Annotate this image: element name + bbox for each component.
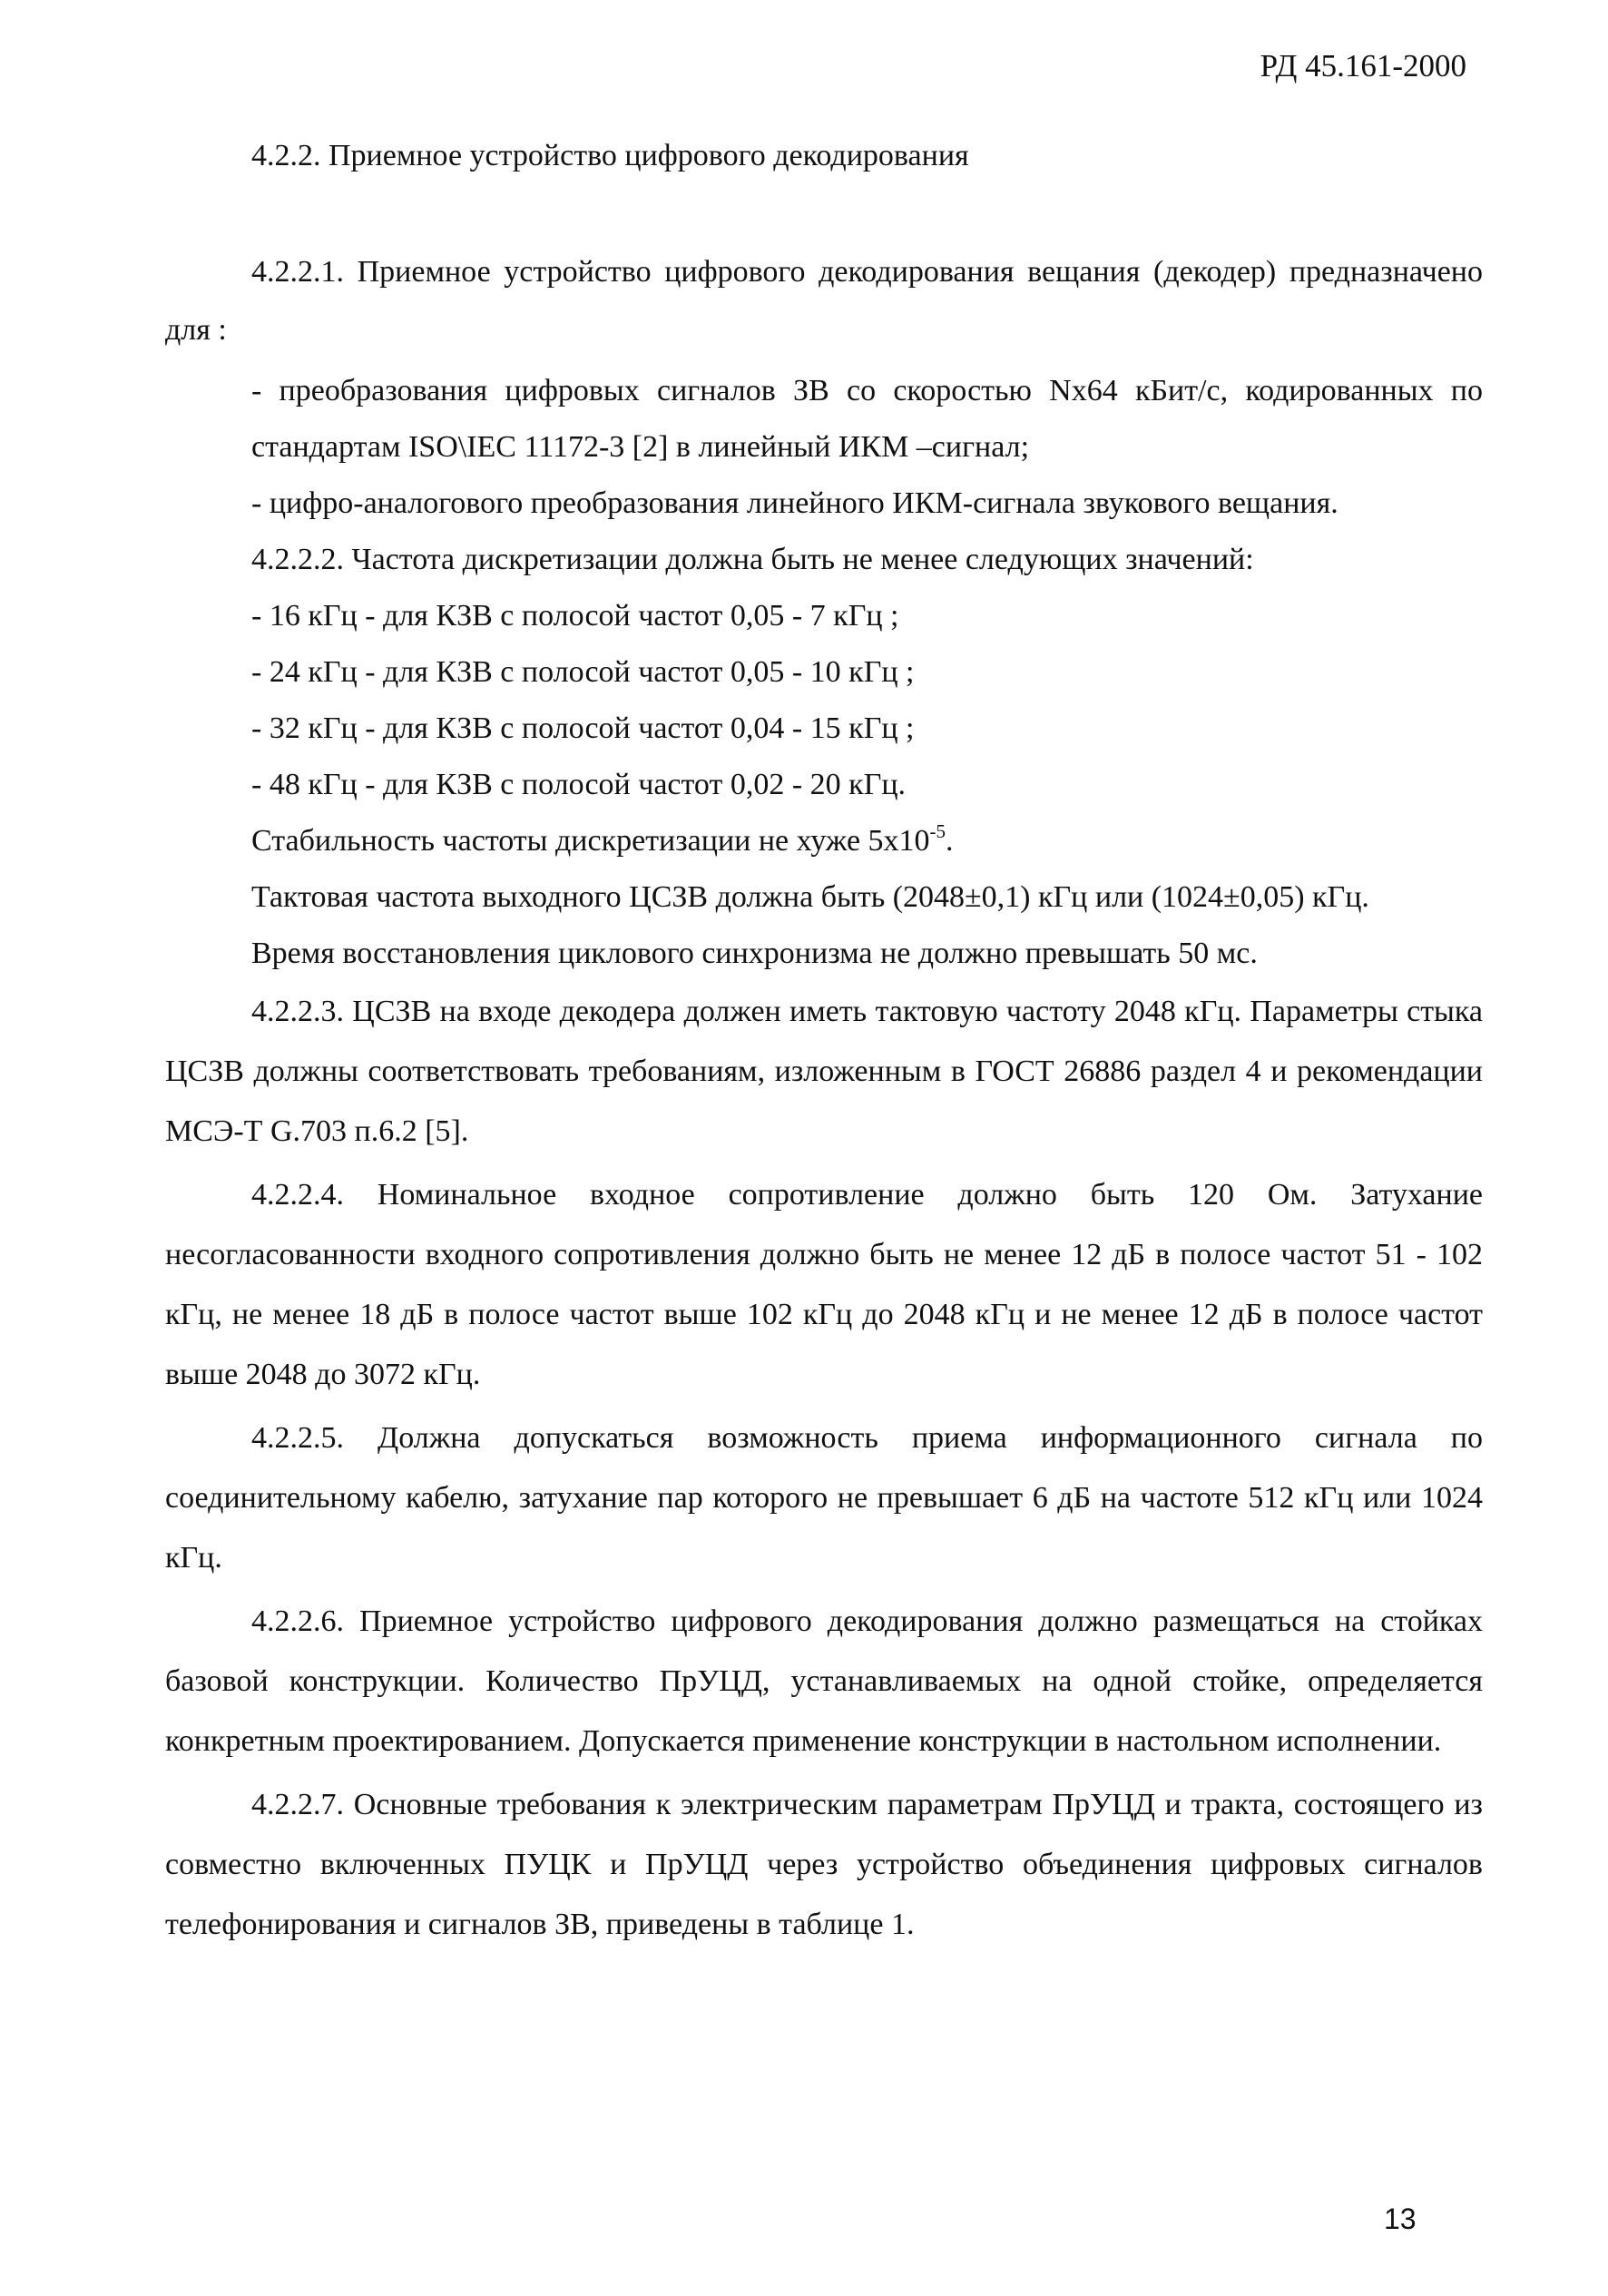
document-body (165, 243, 1483, 1955)
clock-frequency-line: Тактовая частота выходного ЦСЗВ должна быть (2048±0,1) кГц или (1024±0,05) кГц. (251, 880, 1369, 914)
list-item-freq-32: - 32 кГц - для КЗВ с полосой частот 0,04 - 15 кГц ; (251, 711, 915, 745)
list-item-freq-16: - 16 кГц - для КЗВ с полосой частот 0,05 - 7 кГц ; (251, 599, 899, 633)
stability-exponent: -5 (929, 820, 946, 842)
stability-line (165, 813, 1483, 869)
list-item-dac: - цифро-аналогового преобразования линейного ИКМ-сигнала звукового вещания. (251, 486, 1338, 520)
paragraph-4-2-2-6: 4.2.2.6. Приемное устройство цифрового декодирования должно размещаться на стойках базовой конструкции. Количество ПрУЦД, устанавливаемых на одной стойке, определяется конкретным проектированием. Допускается применение конструкции в настольном исполнении. (165, 1604, 1483, 1758)
paragraph-4-2-2-2: 4.2.2.2. Частота дискретизации должна быть не менее следующих значений: (251, 543, 1254, 576)
sync-recovery-line: Время восстановления циклового синхронизма не должно превышать 50 мс. (251, 937, 1258, 970)
section-heading: 4.2.2. Приемное устройство цифрового декодирования (251, 139, 969, 172)
page-number: 13 (1384, 2203, 1417, 2235)
stability-text: Стабильность частоты дискретизации не хуже 5х10 (251, 824, 930, 858)
list-item-freq-48: - 48 кГц - для КЗВ с полосой частот 0,02 - 20 кГц. (251, 768, 907, 801)
list-item-freq-24: - 24 кГц - для КЗВ с полосой частот 0,05 - 10 кГц ; (251, 655, 915, 689)
paragraph-4-2-2-7: 4.2.2.7. Основные требования к электрическим параметрам ПрУЦД и тракта, состоящего из совместно включенных ПУЦК и ПрУЦД через устройство объединения цифровых сигналов телефонирования и сигналов ЗВ, приведены в таблице 1. (165, 1788, 1483, 1941)
stability-end: . (946, 824, 954, 858)
paragraph-4-2-2-5: 4.2.2.5. Должна допускаться возможность приема информационного сигнала по соединительному кабелю, затухание пар которого не превышает 6 дБ на частоте 512 кГц или 1024 кГц. (165, 1421, 1483, 1575)
paragraph-4-2-2-4: 4.2.2.4. Номинальное входное сопротивление должно быть 120 Ом. Затухание несогласованности входного сопротивления должно быть не менее 12 дБ в полосе частот 51 - 102 кГц, не менее 18 дБ в полосе частот выше 102 кГц до 2048 кГц и не менее 12 дБ в полосе частот выше 2048 до 3072 кГц. (165, 1178, 1483, 1391)
paragraph-4-2-2-3: 4.2.2.3. ЦСЗВ на входе декодера должен иметь тактовую частоту 2048 кГц. Параметры стыка ЦСЗВ должны соответствовать требованиям, изложенным в ГОСТ 26886 раздел 4 и рекомендации МСЭ-Т G.703 п.6.2 [5]. (165, 995, 1483, 1148)
list-item-conversion: - преобразования цифровых сигналов ЗВ со скоростью Nx64 кБит/с, кодированных по стандартам ISO\IEC 11172-3 [2] в линейный ИКМ –сигнал; (251, 374, 1483, 464)
document-code: РД 45.161-2000 (1260, 48, 1466, 83)
paragraph-4-2-2-1: 4.2.2.1. Приемное устройство цифрового декодирования вещания (декодер) предназначено для : (165, 255, 1483, 347)
